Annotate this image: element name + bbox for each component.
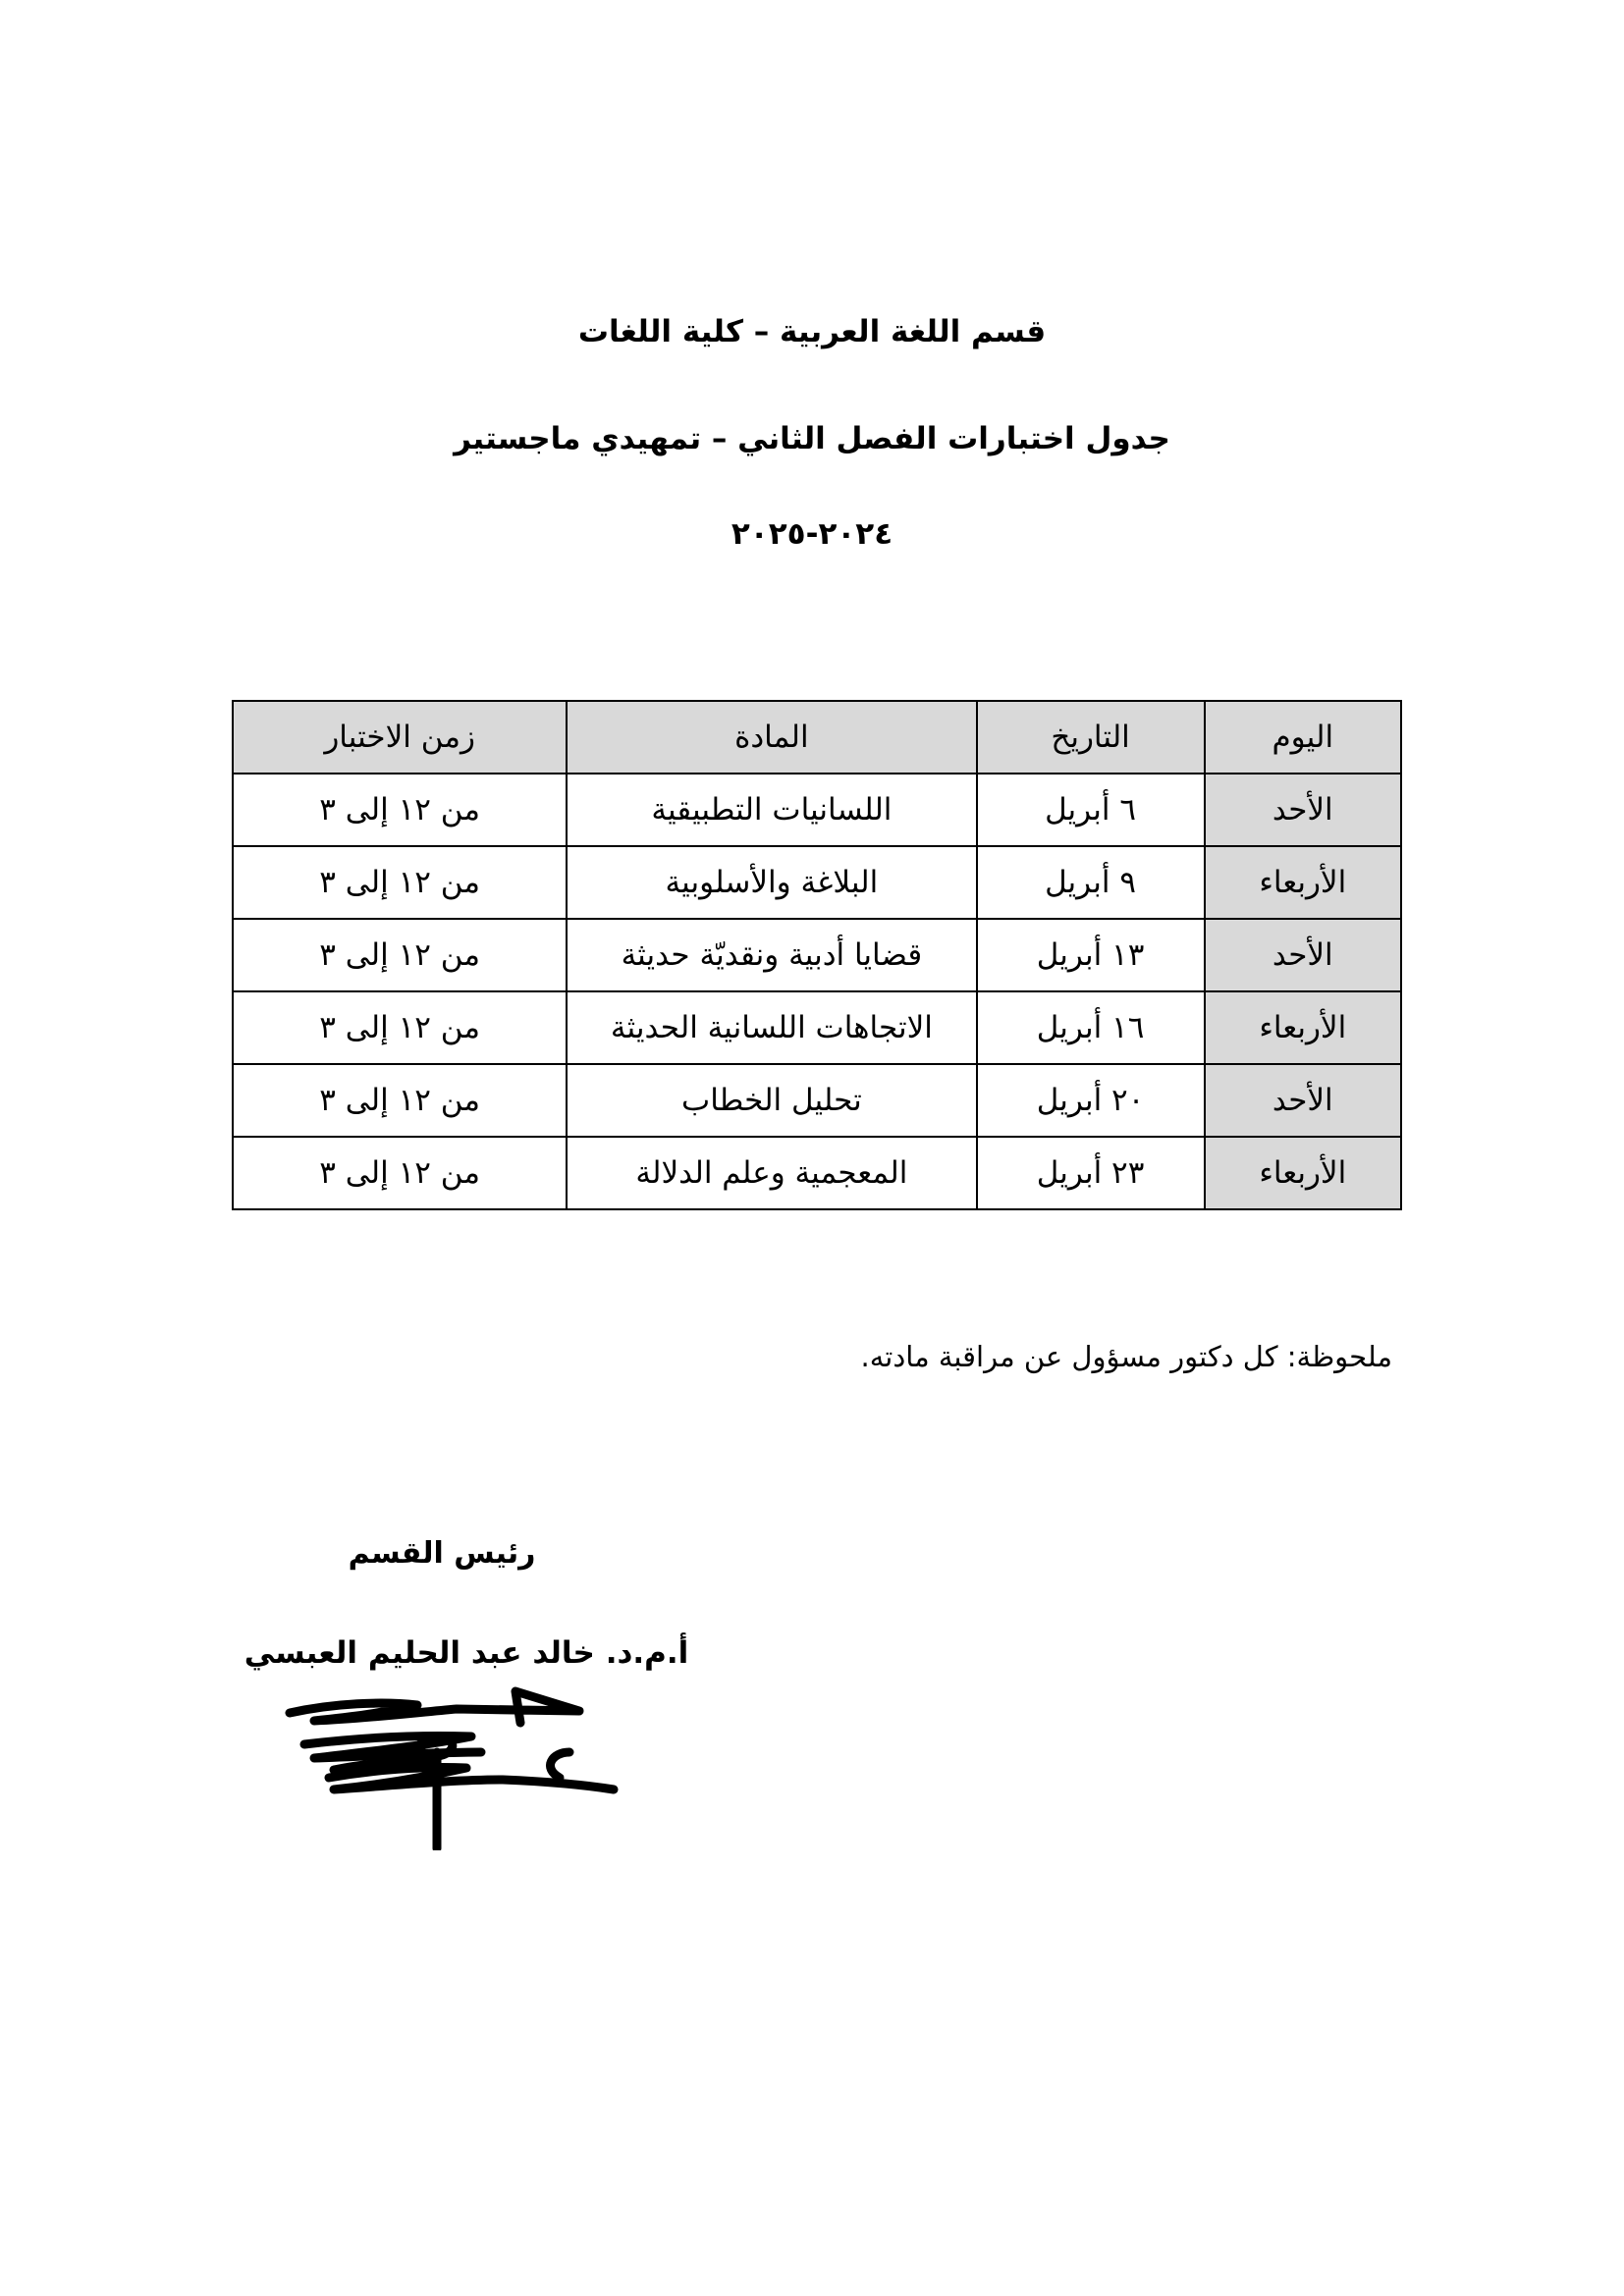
cell-time: من ١٢ إلى ٣ bbox=[233, 991, 567, 1064]
cell-subject: تحليل الخطاب bbox=[567, 1064, 976, 1137]
cell-time: من ١٢ إلى ٣ bbox=[233, 846, 567, 919]
schedule-title: جدول اختبارات الفصل الثاني – تمهيدي ماجستير bbox=[454, 421, 1170, 456]
signatory-title: رئيس القسم bbox=[348, 1536, 536, 1571]
department-heading: قسم اللغة العربية – كلية اللغات bbox=[577, 314, 1047, 349]
cell-subject: اللسانيات التطبيقية bbox=[567, 774, 976, 846]
cell-time: من ١٢ إلى ٣ bbox=[233, 774, 567, 846]
cell-date: ٦ أبريل bbox=[977, 774, 1205, 846]
signature-stroke bbox=[551, 1752, 569, 1778]
cell-subject: المعجمية وعلم الدلالة bbox=[567, 1137, 976, 1209]
cell-time: من ١٢ إلى ٣ bbox=[233, 1137, 567, 1209]
cell-day: الأربعاء bbox=[1205, 991, 1401, 1064]
table-row bbox=[233, 1137, 1401, 1209]
signature-stroke bbox=[290, 1691, 579, 1723]
supervision-note: ملحوظة: كل دكتور مسؤول عن مراقبة مادته. bbox=[860, 1340, 1392, 1373]
signatory-name: أ.م.د. خالد عبد الحليم العبسي bbox=[244, 1635, 689, 1671]
column-header-subject: المادة bbox=[567, 701, 976, 774]
table-row bbox=[233, 846, 1401, 919]
cell-time: من ١٢ إلى ٣ bbox=[233, 919, 567, 991]
cell-day: الأحد bbox=[1205, 919, 1401, 991]
cell-day: الأربعاء bbox=[1205, 1137, 1401, 1209]
table-header-row bbox=[233, 701, 1401, 774]
cell-date: ٩ أبريل bbox=[977, 846, 1205, 919]
table-row bbox=[233, 774, 1401, 846]
cell-time: من ١٢ إلى ٣ bbox=[233, 1064, 567, 1137]
cell-date: ٢٠ أبريل bbox=[977, 1064, 1205, 1137]
table-row bbox=[233, 919, 1401, 991]
cell-date: ١٦ أبريل bbox=[977, 991, 1205, 1064]
table-row bbox=[233, 991, 1401, 1064]
column-header-time: زمن الاختبار bbox=[233, 701, 567, 774]
cell-day: الأحد bbox=[1205, 774, 1401, 846]
exam-schedule-table bbox=[232, 700, 1402, 1210]
academic-year: ٢٠٢٤-٢٠٢٥ bbox=[731, 516, 893, 552]
signature-stroke bbox=[329, 1767, 614, 1789]
cell-date: ١٣ أبريل bbox=[977, 919, 1205, 991]
cell-subject: الاتجاهات اللسانية الحديثة bbox=[567, 991, 976, 1064]
column-header-date: التاريخ bbox=[977, 701, 1205, 774]
table-row bbox=[233, 1064, 1401, 1137]
cell-day: الأحد bbox=[1205, 1064, 1401, 1137]
cell-date: ٢٣ أبريل bbox=[977, 1137, 1205, 1209]
cell-day: الأربعاء bbox=[1205, 846, 1401, 919]
cell-subject: قضايا أدبية ونقديّة حديثة bbox=[567, 919, 976, 991]
cell-subject: البلاغة والأسلوبية bbox=[567, 846, 976, 919]
column-header-day: اليوم bbox=[1205, 701, 1401, 774]
handwritten-signature bbox=[275, 1683, 628, 1850]
